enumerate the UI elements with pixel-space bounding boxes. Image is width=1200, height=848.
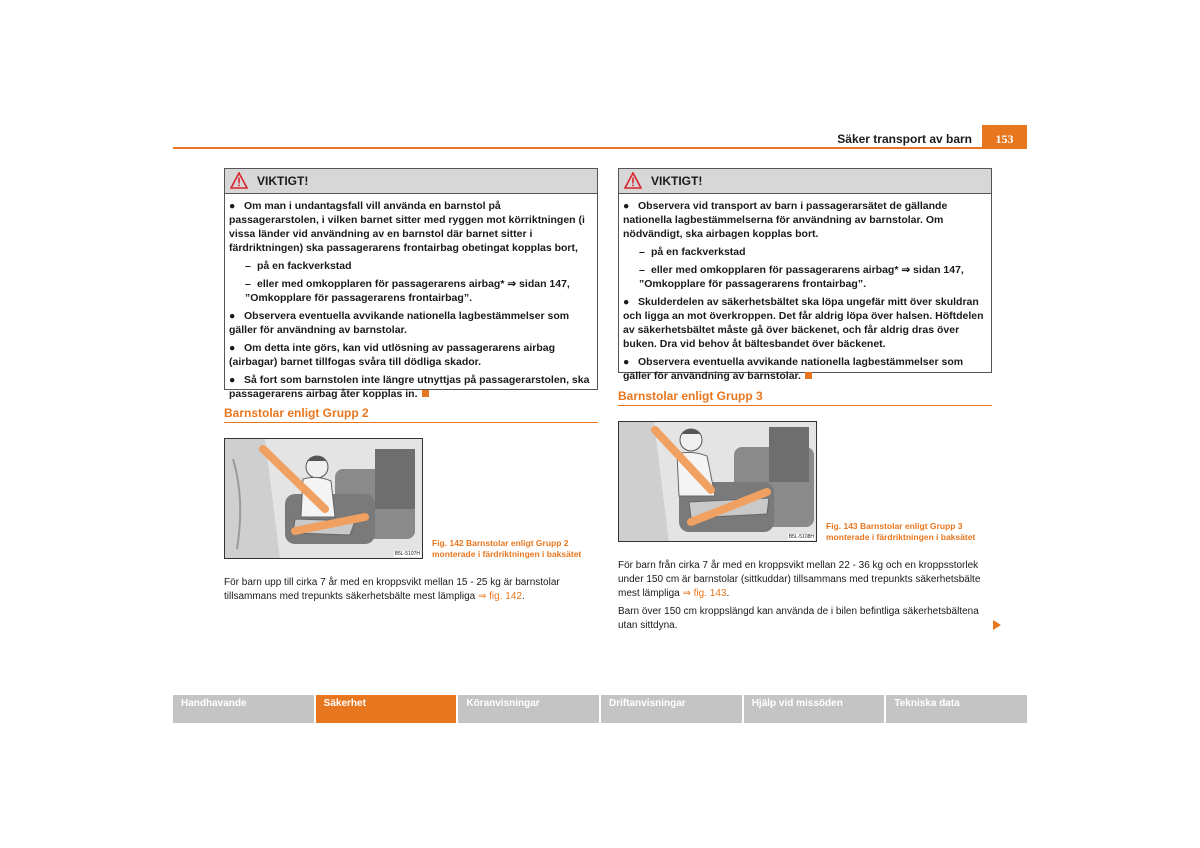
header-title: Säker transport av barn	[837, 132, 972, 146]
warning-item: ● Så fort som barnstolen inte längre utnyttjas på passagerarstolen, ska passagerarens airbag åter kopplas in.	[229, 374, 590, 400]
warning-item: ● Skulderdelen av säkerhetsbältet ska löpa ungefär mitt över skuldran och ligga an mot överkroppen. Det får aldrig löpa över halsen. Höftdelen av säkerhetsbältet måste gå över bäckenet, och får aldrig dras över buken. Dra vid behov åt bältesbandet över bäckenet.	[623, 296, 984, 350]
warning-title: VIKTIGT!	[257, 174, 309, 188]
header-rule	[173, 147, 1027, 149]
fig-143-link[interactable]: ⇒ fig. 143	[682, 588, 727, 599]
section-rule	[224, 422, 598, 423]
end-mark-icon	[805, 372, 812, 379]
warning-sub-item: – eller med omkopplaren för passagerarens airbag* ⇒ sidan 147, ”Omkopplare för passagerarens frontairbag”.	[639, 264, 964, 290]
child-booster-illustration	[619, 422, 817, 542]
footer-tab-tekniska-data[interactable]: Tekniska data	[886, 695, 1027, 723]
warning-triangle-icon	[230, 172, 248, 189]
warning-sub-item: – på en fackverkstad	[245, 260, 352, 272]
footer-tab-sakerhet[interactable]: Säkerhet	[316, 695, 457, 723]
footer-tab-handhavande[interactable]: Handhavande	[173, 695, 314, 723]
warning-item: ● Om man i undantagsfall vill använda en barnstol på passagerarstolen, i vilken barnet sitter med ryggen mot körriktningen (i vissa länder vid användning av en barnstol där barnet sitter i färdriktningen) ska passagerarens frontairbag obetingat kopplas bort,	[229, 200, 585, 254]
child-seat-illustration	[225, 439, 423, 559]
footer-nav	[173, 695, 1027, 723]
warning-header	[619, 169, 991, 194]
section-title-group2: Barnstolar enligt Grupp 2	[224, 406, 369, 420]
warning-item: ● Om detta inte görs, kan vid utlösning av passagerarens airbag (airbagar) barnet tillfogas svåra till dödliga skador.	[229, 342, 556, 368]
warning-body	[619, 194, 991, 391]
figure-caption-142: Fig. 142 Barnstolar enligt Grupp 2 monterade i färdriktningen i baksätet	[432, 538, 582, 559]
warning-body	[225, 194, 597, 409]
figure-caption-143: Fig. 143 Barnstolar enligt Grupp 3 monterade i färdriktningen i baksätet	[826, 521, 976, 542]
section-rule	[618, 405, 992, 406]
figure-code: B5L-5107H	[394, 551, 420, 557]
warning-triangle-icon	[624, 172, 642, 189]
page-number: 153	[982, 125, 1027, 149]
warning-item: ● Observera eventuella avvikande nationella lagbestämmelser som gäller för användning av barnstolar.	[623, 356, 964, 382]
footer-tab-driftanvisningar[interactable]: Driftanvisningar	[601, 695, 742, 723]
warning-title: VIKTIGT!	[651, 174, 703, 188]
warning-sub-item: – eller med omkopplaren för passagerarens airbag* ⇒ sidan 147, ”Omkopplare för passagerarens frontairbag”.	[245, 278, 570, 304]
figure-142-image	[224, 438, 423, 559]
figure-143-image	[618, 421, 817, 542]
body-text-group3: För barn från cirka 7 år med en kroppsvikt mellan 22 - 36 kg och en kroppsstorlek under 150 cm är barnstolar (sittkuddar) tillsammans med trepunkts säkerhetsbälte mest lämpliga ⇒ fig. 143. Barn över 150 cm kroppslängd kan använda de i bilen befintliga säkerhetsbältena utan sittdyna.	[618, 560, 981, 631]
fig-142-link[interactable]: ⇒ fig. 142	[478, 591, 522, 602]
next-page-arrow-icon[interactable]	[993, 620, 1001, 630]
figure-code: B5L-5108H	[788, 534, 814, 540]
section-title-group3: Barnstolar enligt Grupp 3	[618, 389, 763, 403]
warning-box-left	[224, 168, 598, 400]
footer-tab-koranvisningar[interactable]: Köranvisningar	[458, 695, 599, 723]
end-mark-icon	[422, 390, 429, 397]
warning-sub-item: – på en fackverkstad	[639, 246, 746, 258]
warning-header	[225, 169, 597, 194]
warning-item: ● Observera vid transport av barn i passagerarsätet de gällande nationella lagbestämmelserna för användning av barnstolar. Om nödvändigt, ska airbagen kopplas bort.	[623, 200, 948, 240]
warning-box-right	[618, 168, 992, 382]
body-text-group2: För barn upp till cirka 7 år med en kroppsvikt mellan 15 - 25 kg är barnstolar tillsammans med trepunkts säkerhetsbälte mest lämpliga ⇒ fig. 142.	[224, 577, 560, 602]
warning-item: ● Observera eventuella avvikande nationella lagbestämmelser som gäller för användning av barnstolar.	[229, 310, 570, 336]
footer-tab-hjalp[interactable]: Hjälp vid missöden	[744, 695, 885, 723]
